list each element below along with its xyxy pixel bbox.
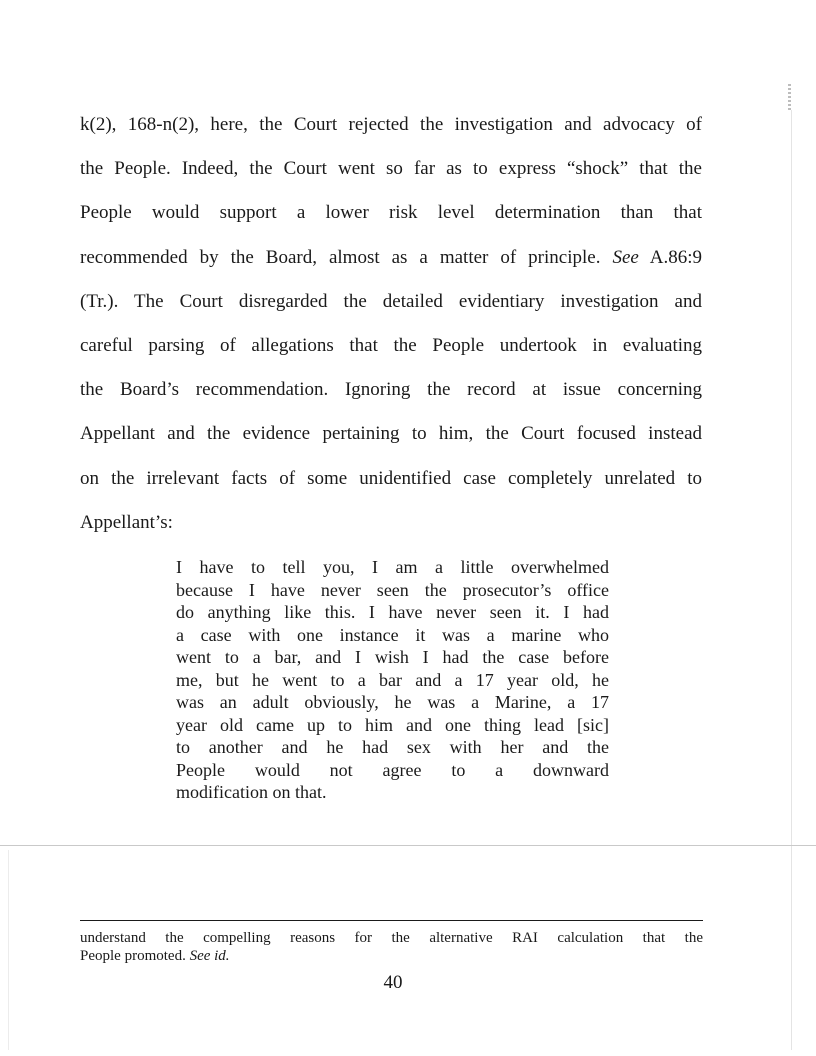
- body-line-text: recommended by the Board, almost as a matter of principle.: [80, 246, 613, 268]
- body-line: careful parsing of allegations that the People undertook in evaluating: [80, 335, 702, 357]
- body-line: Appellant’s:: [80, 511, 173, 533]
- footnote: [80, 929, 703, 965]
- body-line: Appellant and the evidence pertaining to him, the Court focused instead: [80, 423, 702, 445]
- body-line: (Tr.). The Court disregarded the detailed evidentiary investigation and: [80, 290, 702, 312]
- body-line: on the irrelevant facts of some unidentified case completely unrelated to: [80, 467, 702, 489]
- quote-line: a case with one instance it was a marine who: [176, 624, 609, 645]
- footnote-rule: [80, 920, 703, 921]
- block-quote: [176, 556, 609, 804]
- quote-line: year old came up to him and one thing lead [sic]: [176, 714, 609, 735]
- quote-line: modification on that.: [176, 782, 327, 802]
- quote-line: was an adult obviously, he was a Marine, a 17: [176, 692, 609, 712]
- body-line: People would support a lower risk level determination than that: [80, 202, 702, 224]
- scan-edge-left: [8, 850, 9, 1050]
- citation-reference: A.86:9: [638, 246, 702, 268]
- quote-line: because I have never seen the prosecutor’s office: [176, 579, 609, 600]
- quote-line: do anything like this. I have never seen it. I had: [176, 602, 609, 622]
- quote-line: to another and he had sex with her and the: [176, 737, 609, 757]
- body-line: k(2), 168-n(2), here, the Court rejected the investigation and advocacy of: [80, 114, 702, 135]
- quote-line: went to a bar, and I wish I had the case before: [176, 647, 609, 667]
- footnote-text: People promoted.: [80, 948, 190, 964]
- footnote-line: understand the compelling reasons for the alternative RAI calculation that the: [80, 930, 703, 946]
- footnote-line: [80, 947, 703, 965]
- scan-mark: [788, 84, 791, 110]
- body-line: the People. Indeed, the Court went so far as to express “shock” that the: [80, 158, 702, 180]
- body-line: [80, 236, 702, 280]
- body-paragraph: [80, 103, 702, 545]
- quote-line: me, but he went to a bar and a 17 year old, he: [176, 669, 609, 690]
- body-line: the Board’s recommendation. Ignoring the record at issue concerning: [80, 379, 702, 401]
- scan-divider: [0, 845, 816, 846]
- scan-edge-right: [791, 110, 792, 1050]
- quote-line: I have to tell you, I am a little overwhelmed: [176, 557, 609, 577]
- citation-signal: See: [612, 246, 639, 268]
- quote-line: People would not agree to a downward: [176, 759, 609, 780]
- footnote-citation: See id.: [189, 948, 230, 964]
- page-number: 40: [383, 972, 403, 993]
